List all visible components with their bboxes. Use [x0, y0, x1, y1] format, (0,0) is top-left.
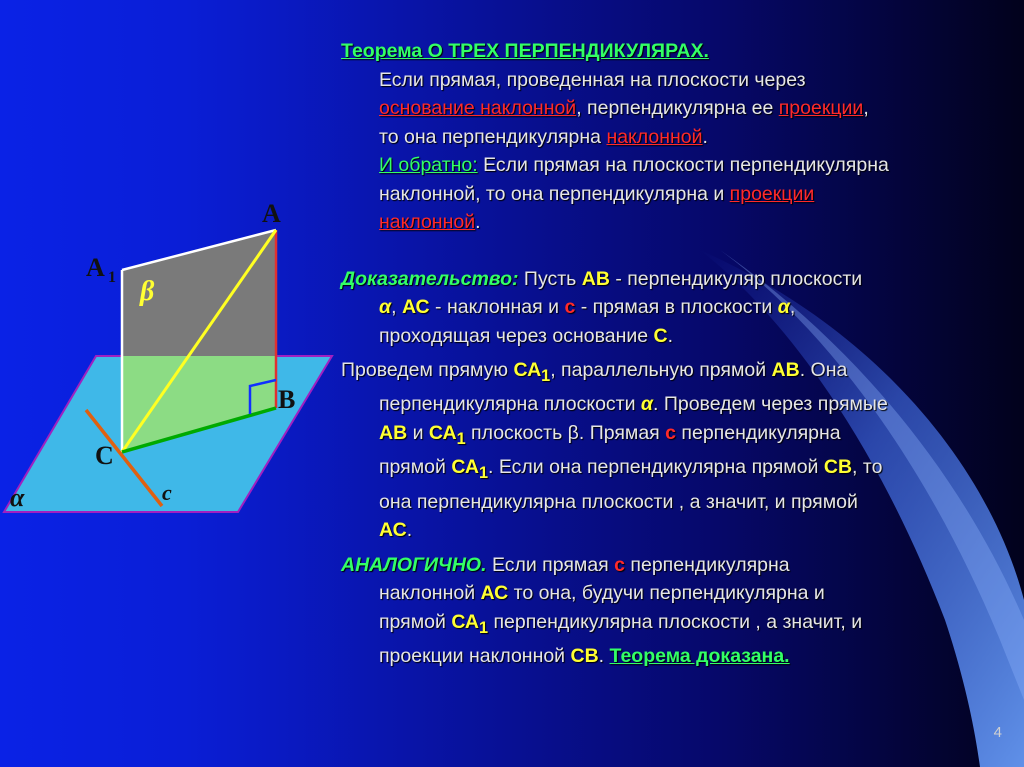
proof-text: перпендикулярна плоскости , а значит, и — [488, 610, 863, 633]
proof-text: прямой — [379, 610, 452, 633]
segment-AC: АС — [379, 519, 407, 542]
segment-AB: АВ — [771, 359, 800, 381]
segment-AC: АС — [480, 582, 509, 605]
proof-text: проекции наклонной — [379, 645, 571, 668]
term-proekcii: проекции — [729, 182, 815, 205]
label-c: c — [162, 480, 172, 505]
proof-text: плоскость β. Прямая — [465, 421, 666, 444]
line-c-ref: с — [614, 553, 626, 576]
theorem-statement — [341, 37, 1001, 66]
theorem-text: , — [863, 97, 869, 119]
proof-text: . — [406, 519, 413, 542]
proof-text: , — [391, 296, 402, 318]
segment-CB: СВ — [570, 645, 599, 668]
point-C-ref: С — [653, 324, 668, 347]
theorem-text: , перпендикулярна ее — [576, 97, 779, 119]
segment-CA1: СА — [513, 359, 542, 381]
segment-AB: АВ — [379, 421, 408, 444]
label-B: B — [278, 385, 296, 414]
proof-text: Пусть — [518, 267, 582, 290]
proof-text: наклонной — [379, 582, 481, 605]
proof-text: Если прямая — [486, 553, 615, 576]
proof-text: и — [407, 421, 429, 444]
proof-text: проходящая через основание — [379, 324, 654, 347]
proof-text: . Проведем через прямые — [653, 393, 888, 416]
theorem-title: Теорема О ТРЕХ ПЕРПЕНДИКУЛЯРАХ. — [341, 40, 709, 62]
proof-text: - прямая в плоскости — [575, 296, 778, 318]
segment-CA1: СА — [428, 421, 457, 444]
subscript: 1 — [541, 366, 551, 385]
proof-text: , то — [852, 456, 883, 479]
subscript: 1 — [479, 464, 489, 483]
analogously-label: АНАЛОГИЧНО. — [341, 553, 487, 576]
slide-text — [341, 37, 1001, 671]
segment-CB: СВ — [823, 456, 853, 479]
proof-text: , параллельную прямой — [550, 359, 772, 381]
proof-text: перпендикулярна — [676, 421, 841, 444]
slide-number: 4 — [993, 724, 1002, 741]
line-c-ref: с — [564, 296, 576, 318]
theorem-text: наклонной, то она перпендикулярна и — [379, 182, 730, 205]
label-A1: A — [86, 253, 105, 282]
proof-text: . — [598, 645, 610, 668]
theorem-text: . — [475, 211, 481, 233]
term-osnovanie: основание наклонной — [379, 97, 577, 119]
three-perpendiculars-figure — [0, 0, 340, 540]
proof-text: прямой — [379, 456, 452, 479]
proof-text: , — [789, 296, 796, 318]
theorem-text: то она перпендикулярна — [379, 125, 607, 148]
label-alpha: α — [10, 483, 25, 512]
term-naklonnoy: наклонной — [606, 125, 703, 148]
proof-paragraph-2 — [341, 356, 1001, 545]
proof-text: . Если она перпендикулярна прямой — [488, 456, 824, 479]
label-A: A — [262, 199, 281, 228]
proof-text: Проведем прямую — [341, 359, 514, 381]
theorem-text: . — [702, 125, 708, 148]
label-beta: β — [140, 276, 155, 307]
proof-text: перпендикулярна плоскости — [379, 393, 641, 416]
proof-text: то она, будучи перпендикулярна и — [508, 582, 825, 605]
segment-AB: АВ — [581, 267, 610, 290]
segment-CA1: СА — [451, 610, 479, 633]
theorem-proved: Теорема доказана. — [609, 645, 790, 668]
proof-text: . Она — [799, 359, 848, 381]
proof-text: - наклонная и — [429, 296, 565, 318]
label-A1-subscript: 1 — [108, 269, 116, 286]
proof-text: . — [667, 324, 674, 347]
theorem-text: Если прямая на плоскости перпендикулярна — [477, 154, 889, 176]
subscript: 1 — [479, 618, 489, 637]
plane-alpha-ref: α — [777, 296, 790, 318]
plane-alpha-ref: α — [640, 393, 654, 416]
label-C: C — [95, 441, 114, 470]
proof-text: - перпендикуляр плоскости — [609, 267, 863, 290]
term-naklonnoy: наклонной — [379, 211, 476, 233]
converse-label: И обратно: — [379, 154, 478, 176]
proof-paragraph-1 — [341, 265, 1001, 351]
proof-text: перпендикулярна — [625, 553, 790, 576]
theorem-body — [341, 66, 1001, 237]
subscript: 1 — [456, 429, 466, 448]
plane-alpha-ref: α — [379, 296, 392, 318]
proof-text: она перпендикулярна плоскости , а значит, и прямой — [379, 490, 858, 513]
term-proekcii: проекции — [778, 97, 864, 119]
theorem-line-1: Если прямая, проведенная на плоскости через — [379, 68, 806, 91]
proof-paragraph-3 — [341, 551, 1001, 671]
proof-label: Доказательство: — [341, 267, 519, 290]
line-c-ref: с — [665, 421, 677, 444]
segment-CA1: СА — [451, 456, 479, 479]
segment-AC: АС — [401, 296, 430, 318]
